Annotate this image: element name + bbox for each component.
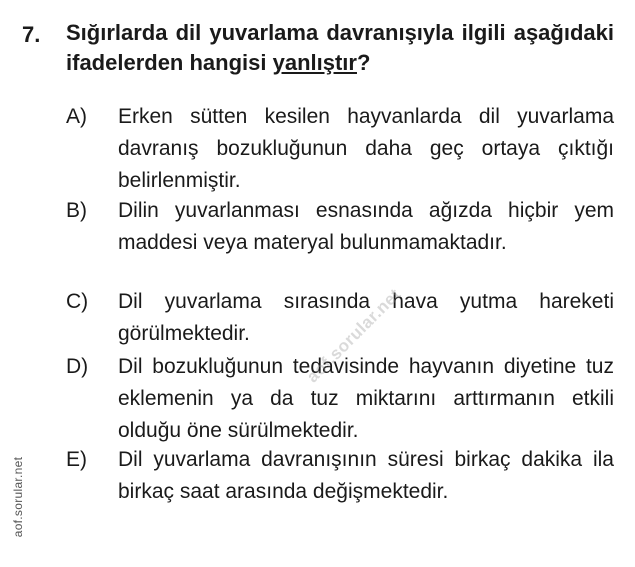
option-e-letter: E)	[66, 448, 87, 471]
option-c-text: Dil yuvarlama sırasında hava yutma hareketi görülmektedir.	[118, 290, 614, 345]
diagonal-watermark: aof.sorular.net	[302, 284, 405, 387]
question-stem-lead: Sığırlarda dil yuvarlama davranışıyla ilgili aşağıdaki ifadelerden hangisi	[66, 20, 614, 75]
option-a-letter: A)	[66, 105, 87, 128]
option-c-letter: C)	[66, 290, 89, 313]
option-a-text: Erken sütten kesilen hayvanlarda dil yuvarlama davranış bozukluğunun daha geç ortaya çıktığı belirlenmiştir.	[118, 105, 614, 192]
option-e-text: Dil yuvarlama davranışının süresi birkaç dakika ila birkaç saat arasında değişmektedir.	[118, 448, 614, 503]
question-stem	[66, 18, 614, 78]
option-b-text: Dilin yuvarlanması esnasında ağızda hiçbir yem maddesi veya materyal bulunmamaktadır.	[118, 199, 614, 254]
option-d-letter: D)	[66, 355, 89, 378]
side-watermark: aof.sorular.net	[11, 456, 25, 538]
option-b-letter: B)	[66, 199, 87, 222]
question-stem-end: ?	[356, 50, 371, 75]
question-negation-word: yanlıştır	[272, 50, 357, 75]
option-d-text: Dil bozukluğunun tedavisinde hayvanın diyetine tuz eklemenin ya da tuz miktarını arttırmanın etkili olduğu öne sürülmektedir.	[118, 355, 614, 442]
question-number: 7.	[22, 22, 41, 47]
